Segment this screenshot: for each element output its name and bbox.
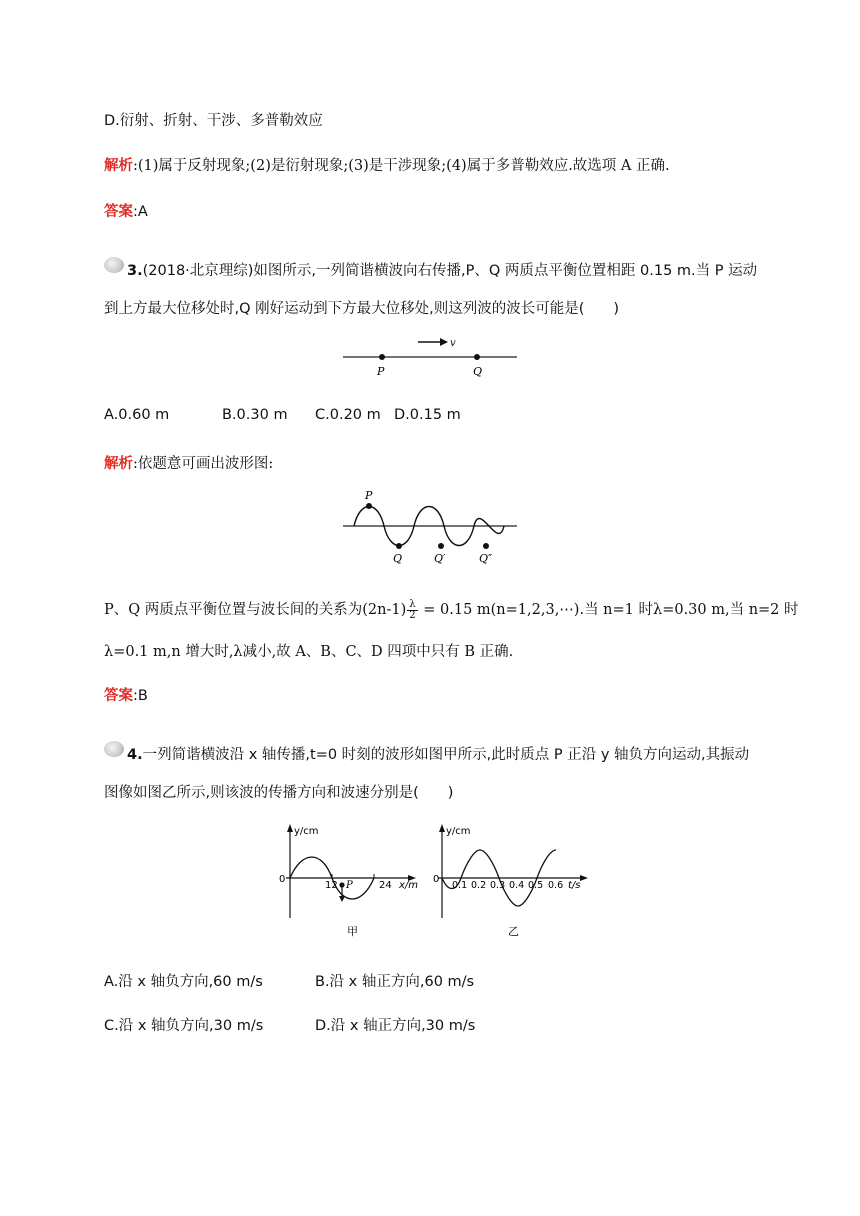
q4-text1: 一列简谐横波沿 x 轴传播,t=0 时刻的波形如图甲所示,此时质点 P 正沿 y 轴负方向运动,其振动 [142,747,750,763]
option-c[interactable]: C.0.20 m [315,407,381,423]
wave-label-p: P [365,489,373,502]
q3-text1: (2018·北京理综)如图所示,一列简谐横波向右传播,P、Q 两质点平衡位置相距 0.15 m.当 P 运动 [142,263,758,279]
question-number: 3. [127,263,143,279]
graph-b-tick: 0.6 [548,880,564,891]
answer-label: 答案 [104,688,133,704]
option-a[interactable]: A.沿 x 轴负方向,60 m/s [104,974,263,990]
fraction [407,600,417,621]
q4-stem-line1 [127,743,749,764]
answer-text: :A [133,204,148,220]
q4-stem-line2: 图像如图乙所示,则该波的传播方向和波速分别是( ) [104,785,454,801]
graph-b-tick: 0.2 [471,880,487,891]
option-c[interactable]: C.沿 x 轴负方向,30 m/s [104,1018,264,1034]
q3-expl-line2: λ=0.1 m,n 增大时,λ减小,故 A、B、C、D 四项中只有 B 正确. [104,644,514,660]
q3-wave-figure [340,486,520,566]
label-p: P [377,365,385,378]
graph-jia [272,822,422,942]
q3-expl-line1 [104,598,799,621]
point-q [474,354,480,360]
wave-point-q [396,543,402,549]
wave-point-q1 [438,543,444,549]
analysis-text: :依题意可画出波形图: [133,456,274,472]
fraction-denominator: 2 [409,609,416,621]
option-d[interactable]: D.0.15 m [394,407,461,423]
question-number: 4. [127,747,143,763]
point-p [379,354,385,360]
wave-label-q2: Q″ [479,552,493,565]
wave-label-q: Q [393,552,403,565]
label-v: v [450,338,456,349]
expl-text-b: = 0.15 m(n=1,2,3,⋯).当 n=1 时λ=0.30 m,当 n=2 时 [418,602,799,618]
analysis-label: 解析 [104,158,133,174]
graph-a-label-p: P [346,880,353,891]
question-bullet-icon [104,741,124,757]
option-a[interactable]: A.0.60 m [104,407,170,423]
graph-a-tick-12: 12 [325,880,338,891]
wave-point-q2 [483,543,489,549]
option-b[interactable]: B.沿 x 轴正方向,60 m/s [315,974,475,990]
graph-a-caption: 甲 [347,925,358,938]
label-q: Q [473,365,483,378]
question-bullet-icon [104,257,124,273]
expl-text-a: P、Q 两质点平衡位置与波长间的关系为(2n-1) [104,602,407,618]
analysis-text: :(1)属于反射现象;(2)是衍射现象;(3)是干涉现象;(4)属于多普勒效应.故选项 A 正确. [133,158,670,174]
graph-b-caption: 乙 [508,925,519,938]
answer-label: 答案 [104,204,133,220]
fraction-numerator: λ [409,598,416,610]
answer-text: :B [133,688,148,704]
option-b[interactable]: B.0.30 m [222,407,288,423]
wave-label-q1: Q′ [434,552,446,565]
analysis-label: 解析 [104,456,133,472]
graph-b-tick: 0.3 [490,880,506,891]
graph-a-tick-24: 24 [379,880,392,891]
graph-a-origin: 0 [279,874,286,885]
graph-yi [430,822,590,942]
graph-b-ylabel: y/cm [446,826,471,837]
q2-answer [104,200,148,221]
graph-b-tick: 0.1 [452,880,468,891]
graph-b-xlabel: t/s [568,880,581,891]
graph-b-tick: 0.5 [528,880,544,891]
q3-figure [340,334,520,380]
graph-a-xlabel: x/m [399,880,419,891]
option-d-prev: D.衍射、折射、干涉、多普勒效应 [104,113,323,129]
wave-point-p [366,503,372,509]
q3-analysis [104,452,273,473]
option-d[interactable]: D.沿 x 轴正方向,30 m/s [315,1018,476,1034]
graph-b-origin: 0 [433,874,440,885]
graph-a-ylabel: y/cm [294,826,319,837]
q2-analysis [104,154,670,175]
q3-stem-line1 [127,259,757,280]
q3-answer [104,684,148,705]
q3-stem-line2: 到上方最大位移处时,Q 刚好运动到下方最大位移处,则这列波的波长可能是( ) [104,301,620,317]
graph-b-tick: 0.4 [509,880,525,891]
